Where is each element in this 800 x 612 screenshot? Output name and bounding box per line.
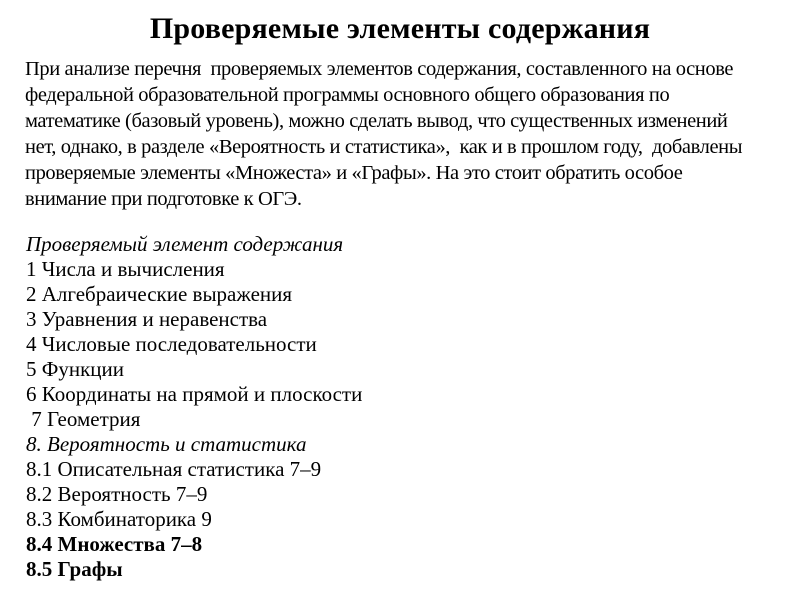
list-item: 7 Геометрия bbox=[26, 407, 141, 431]
list-item: 1 Числа и вычисления bbox=[26, 257, 225, 281]
paragraph-line: нет, однако, в разделе «Вероятность и статистика», как и в прошлом году, добавлены bbox=[25, 136, 743, 158]
list-section-header: 8. Вероятность и статистика bbox=[26, 432, 307, 456]
list-item: 4 Числовые последовательности bbox=[26, 332, 317, 356]
paragraph-line: При анализе перечня проверяемых элементов содержания, составленного на основе bbox=[25, 58, 734, 80]
list-item: 8.1 Описательная статистика 7–9 bbox=[26, 457, 322, 481]
list-item: 6 Координаты на прямой и плоскости bbox=[26, 382, 363, 406]
list-item-highlighted: 8.4 Множества 7–8 bbox=[26, 532, 203, 556]
list-item: 8.2 Вероятность 7–9 bbox=[26, 482, 208, 506]
content-elements-list bbox=[26, 232, 780, 582]
paragraph-line: проверяемые элементы «Множеста» и «Графы». На это стоит обратить особое bbox=[25, 162, 683, 184]
list-item: 3 Уравнения и неравенства bbox=[26, 307, 268, 331]
paragraph-line: математике (базовый уровень), можно сделать вывод, что существенных изменений bbox=[25, 110, 728, 132]
paragraph-line: федеральной образовательной программы основного общего образования по bbox=[25, 84, 670, 106]
list-item: 5 Функции bbox=[26, 357, 124, 381]
list-item: 8.3 Комбинаторика 9 bbox=[26, 507, 212, 531]
paragraph-line: внимание при подготовке к ОГЭ. bbox=[25, 188, 302, 210]
list-item: 2 Алгебраические выражения bbox=[26, 282, 293, 306]
intro-paragraph bbox=[25, 56, 780, 212]
page-title: Проверяемые элементы содержания bbox=[149, 12, 651, 45]
list-header: Проверяемый элемент содержания bbox=[26, 232, 344, 256]
list-item-highlighted: 8.5 Графы bbox=[26, 557, 123, 581]
